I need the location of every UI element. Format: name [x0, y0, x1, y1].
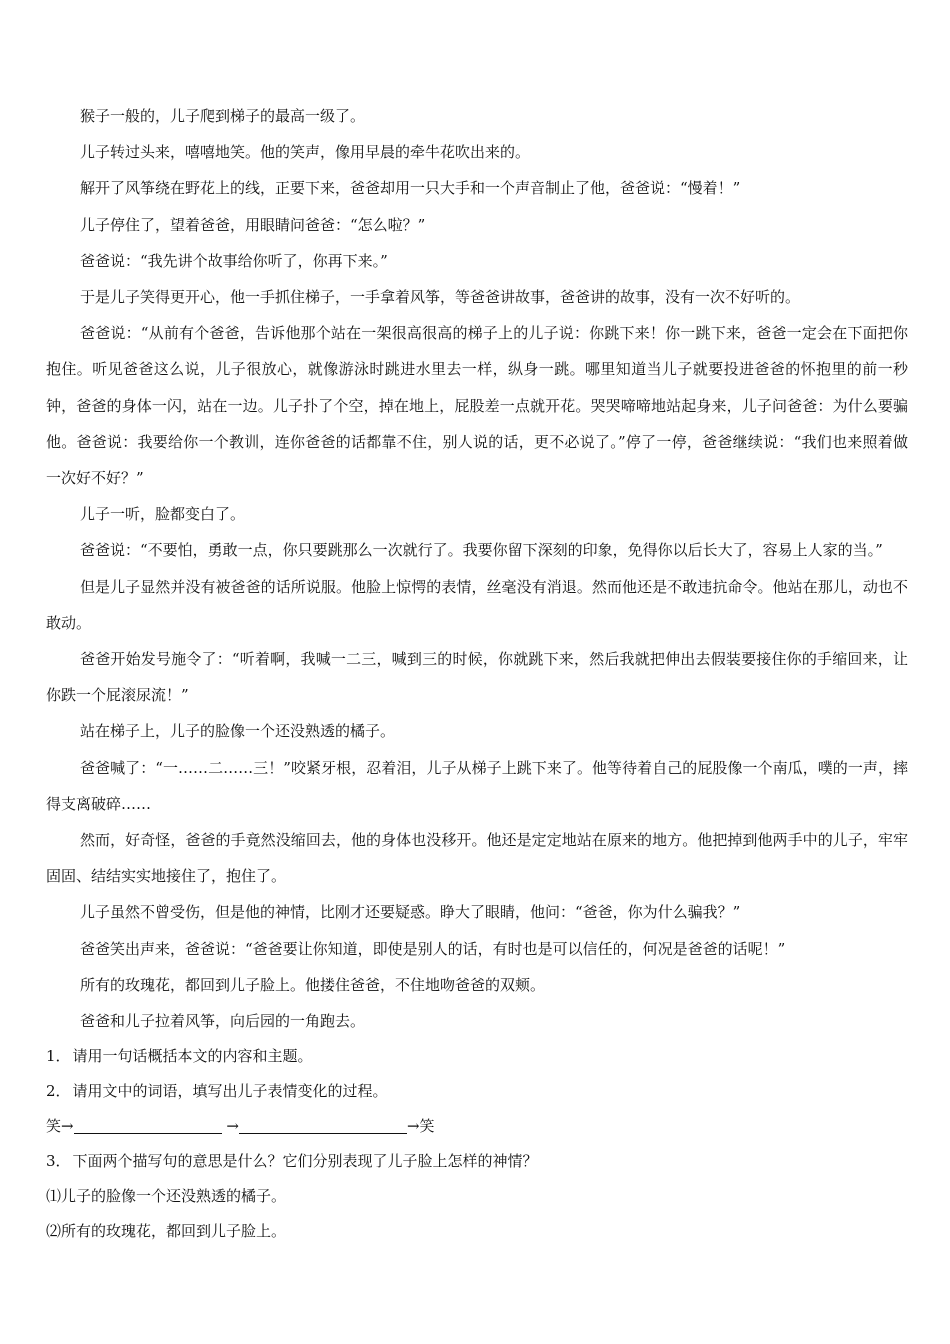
- story-paragraph: 爸爸喊了：“一……二……三！”咬紧牙根，忍着泪，儿子从梯子上跳下来了。他等待着自己的屁股像一个南瓜，噗的一声，摔得支离破碎……: [46, 758, 908, 813]
- story-paragraph: 所有的玫瑰花，都回到儿子脸上。他搂住爸爸，不住地吻爸爸的双颊。: [80, 975, 546, 994]
- story-paragraph: 然而，好奇怪，爸爸的手竟然没缩回去，他的身体也没移开。他还是定定地站在原来的地方。他把掉到他两手中的儿子，牢牢固固、结结实实地接住了，抱住了。: [46, 831, 908, 886]
- arrow-icon: →: [61, 1117, 74, 1136]
- answer-blank-2[interactable]: [239, 1111, 407, 1134]
- question-number: 1．: [46, 1047, 71, 1066]
- expression-fill-row: [46, 1109, 908, 1144]
- question-text: 请用文中的词语，填写出儿子表情变化的过程。: [72, 1082, 388, 1101]
- story-paragraph: 儿子停住了，望着爸爸，用眼睛问爸爸：“怎么啦？”: [80, 215, 426, 234]
- story-paragraph: 爸爸说：“我先讲个故事给你听了，你再下来。”: [80, 251, 388, 270]
- story-paragraph: 站在梯子上，儿子的脸像一个还没熟透的橘子。: [80, 722, 396, 741]
- question-number: 3．: [46, 1152, 71, 1171]
- story-paragraph: 猴子一般的，儿子爬到梯子的最高一级了。: [80, 107, 366, 125]
- question-text: 请用一句话概括本文的内容和主题。: [72, 1047, 313, 1066]
- fill-start-word: 笑: [46, 1117, 62, 1136]
- story-paragraph: 儿子转过头来，嘻嘻地笑。他的笑声，像用早晨的牵牛花吹出来的。: [80, 143, 531, 162]
- question-3-item: ⑴儿子的脸像一个还没熟透的橘子。: [46, 1187, 287, 1206]
- story-paragraph: 爸爸和儿子拉着风筝，向后园的一角跑去。: [80, 1012, 366, 1031]
- question-3: [46, 1144, 908, 1179]
- story-paragraph: 儿子虽然不曾受伤，但是他的神情，比刚才还要疑惑。睁大了眼睛，他问：“爸爸，你为什么骗我？”: [80, 903, 741, 922]
- answer-blank-1[interactable]: [74, 1111, 222, 1134]
- question-2: [46, 1074, 908, 1109]
- document-page: [46, 98, 908, 1249]
- story-paragraph: 于是儿子笑得更开心，他一手抓住梯子，一手拿着风筝，等爸爸讲故事，爸爸讲的故事，没有一次不好听的。: [80, 288, 801, 307]
- story-paragraph: 爸爸笑出声来，爸爸说：“爸爸要让你知道，即使是别人的话，有时也是可以信任的，何况是爸爸的话呢！”: [80, 939, 786, 958]
- story-paragraph: 爸爸说：“从前有个爸爸，告诉他那个站在一架很高很高的梯子上的儿子说：你跳下来！你一跳下来，爸爸一定会在下面把你抱住。听见爸爸这么说，儿子很放心，就像游泳时跳进水里去一样，纵身一跳。哪里知道当儿子就要投进爸爸的怀抱里的前一秒钟，爸爸的身体一闪，站在一边。儿子扑了个空，掉在地上，屁股差一点就开花。哭哭啼啼地站起身来，儿子问爸爸：为什么要骗他。爸爸说：我要给你一个教训，连你爸爸的话都靠不住，别人说的话，更不必说了。”停了一停，爸爸继续说：“我们也来照着做一次好不好？”: [46, 324, 908, 488]
- story-paragraph: 爸爸说：“不要怕，勇敢一点，你只要跳那么一次就行了。我要你留下深刻的印象，免得你以后长大了，容易上人家的当。”: [80, 541, 883, 560]
- question-1: [46, 1039, 908, 1074]
- arrow-icon: →: [406, 1117, 420, 1136]
- story-paragraph: 解开了风筝绕在野花上的线，正要下来，爸爸却用一只大手和一个声音制止了他，爸爸说：“慢着！”: [80, 179, 741, 198]
- story-paragraph: 爸爸开始发号施令了：“听着啊，我喊一二三，喊到三的时候，你就跳下来，然后我就把伸出去假装要接住你的手缩回来，让你跌一个屁滚尿流！”: [46, 650, 908, 705]
- story-paragraph: 儿子一听，脸都变白了。: [80, 505, 246, 524]
- question-text: 下面两个描写句的意思是什么？它们分别表现了儿子脸上怎样的神情？: [72, 1152, 538, 1171]
- fill-end-word: 笑: [419, 1117, 435, 1136]
- story-paragraph: 但是儿子显然并没有被爸爸的话所说服。他脸上惊愕的表情，丝毫没有消退。然而他还是不敢违抗命令。他站在那儿，动也不敢动。: [46, 577, 908, 632]
- arrow-icon: →: [226, 1117, 239, 1136]
- question-number: 2．: [46, 1082, 71, 1101]
- question-3-item: ⑵所有的玫瑰花，都回到儿子脸上。: [46, 1222, 287, 1241]
